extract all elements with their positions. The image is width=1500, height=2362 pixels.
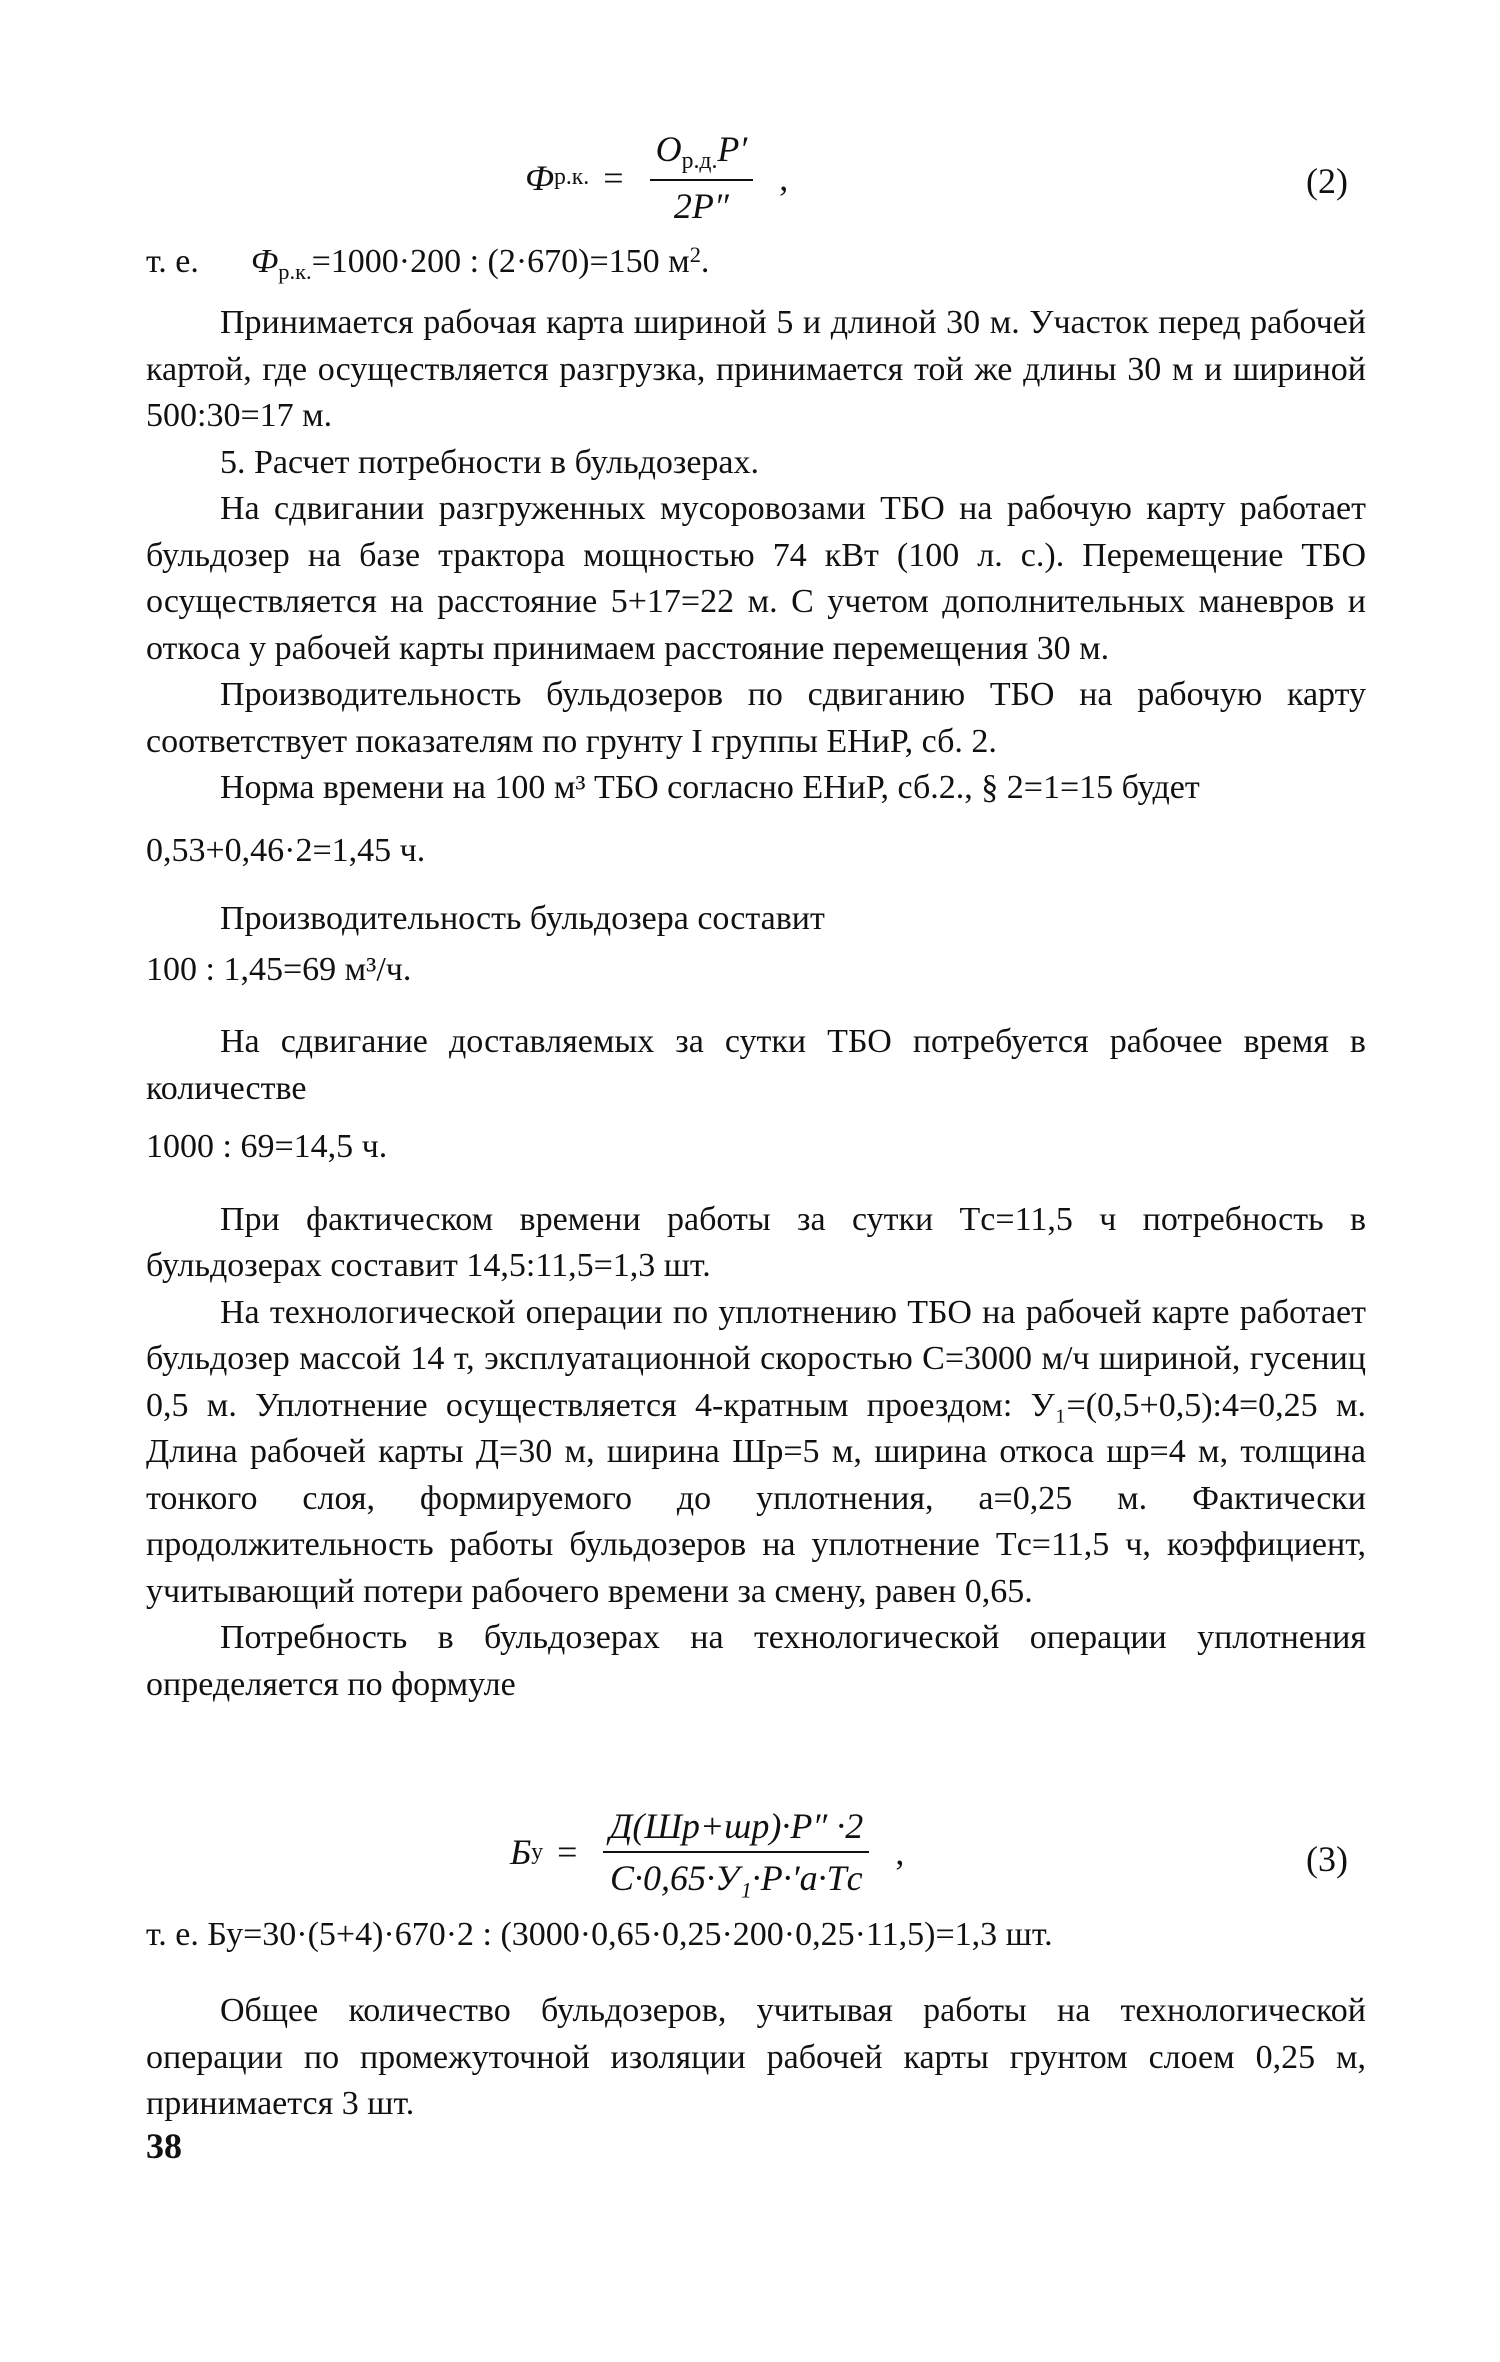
page-number: 38 (146, 2126, 182, 2166)
final-text (146, 1988, 1366, 2128)
paragraph: Потребность в бульдозерах на технологической операции уплотнения определяется по формуле (146, 1619, 1366, 1703)
formula-3 (510, 1805, 904, 1899)
paragraph: Производительность бульдозера составит (220, 900, 825, 937)
formula-3-comma: , (895, 1832, 905, 1872)
formula-2-eq: = (603, 157, 624, 198)
paragraph: 5. Расчет потребности в бульдозерах. (220, 443, 760, 481)
formula-3-fraction (603, 1805, 869, 1899)
calc-2-prefix: т. е. (146, 243, 199, 281)
calc-3-line: т. е. Бу=30·(5+4)·670·2 : (3000·0,65·0,25·200·0,25·11,5)=1,3 шт. (146, 1916, 1053, 1953)
formula-2-fraction (650, 128, 754, 227)
formula-2-numerator: $О_{р.д.}P'$ (650, 128, 754, 181)
formula-3-lhs: Б (510, 1832, 532, 1872)
formula-3-numerator: Д(Шр+шр)·P″ ·2 (603, 1805, 869, 1853)
paragraph: При фактическом времени работы за сутки Tс=11,5 ч потребность в бульдозерах составит 14,5:11,5=1,3 шт. (146, 1200, 1366, 1284)
formula-2-comma: , (779, 157, 789, 198)
paragraph: Производительность бульдозеров по сдвиганию ТБО на рабочую карту соответствует показателям по грунту I группы ЕНиР, сб. 2. (146, 676, 1366, 760)
equation-line: 0,53+0,46·2=1,45 ч. (146, 831, 426, 869)
paragraph: Норма времени на 100 м³ ТБО согласно ЕНиР, сб.2., § 2=1=15 будет (220, 769, 1200, 806)
formula-3-eq: = (557, 1832, 578, 1872)
formula-3-number: (3) (1306, 1839, 1348, 1879)
formula-2-lhs-sub: р.к. (553, 164, 590, 191)
paragraph: На сдвигание доставляемых за сутки ТБО потребуется рабочее время в количестве (146, 1023, 1366, 1107)
equation-line: 1000 : 69=14,5 ч. (146, 1128, 388, 1165)
formula-2-lhs: Ф (525, 157, 554, 198)
equation-line: 100 : 1,45=69 м³/ч. (146, 950, 412, 988)
formula-2-denominator: 2P″ (673, 186, 729, 227)
paragraph: Принимается рабочая карта шириной 5 и длиной 30 м. Участок перед рабочей картой, где осуществляется разгрузка, принимается той же длины 30 м и шириной 500:30=17 м. (146, 304, 1366, 434)
formula-3-lhs-sub: у (531, 1838, 544, 1865)
paragraph: На сдвигании разгруженных мусоровозами ТБО на рабочую карту работает бульдозер на базе трактора мощностью 74 кВт (100 л. с.). Перемещение ТБО осуществляется на расстояние 5+17=22 м. С учетом дополнительных маневров и откоса у рабочей карты принимаем расстояние перемещения 30 м. (146, 490, 1366, 667)
main-text (146, 300, 1366, 1708)
paragraph: Общее количество бульдозеров, учитывая работы на технологической операции по промежуточной изоляции рабочей карты грунтом слоем 0,25 м, принимается 3 шт. (146, 1992, 1366, 2122)
paragraph: На технологической операции по уплотнению ТБО на рабочей карте работает бульдозер массой 14 т, эксплуатационной скоростью С=3000 м/ч шириной, гусениц 0,5 м. Уплотнение осуществляется 4-кратным проездом: У₁=(0,5+0,5):4=0,25 м. Длина рабочей карты Д=30 м, ширина Шр=5 м, ширина откоса шр=4 м, толщина тонкого слоя, формируемого до уплотнения, а=0,25 м. Фактически продолжительность работы бульдозеров на уплотнение Tс=11,5 ч, коэффициент, учитывающий потери рабочего времени за смену, равен 0,65. (146, 1293, 1366, 1610)
formula-2-number: (2) (1306, 161, 1348, 201)
calc-2-line: т. е. $Ф_{р.к.}=1000\cdot 200$ : (2·670)=150 $м^2$. (146, 242, 710, 284)
formula-3-denominator: С·0,65·У₁·P·′a·Tс (610, 1858, 863, 1898)
formula-2 (525, 128, 788, 227)
